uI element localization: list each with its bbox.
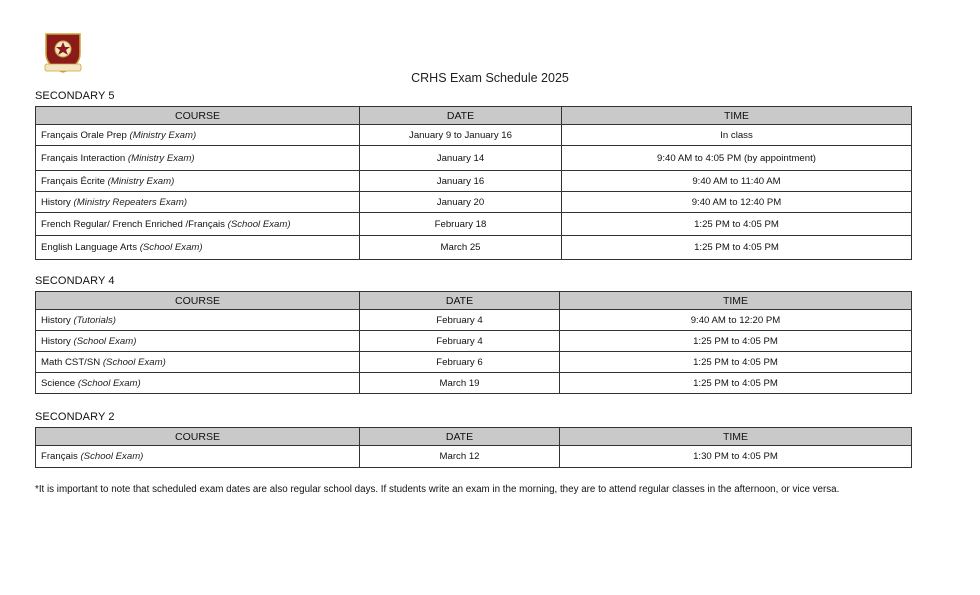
course-cell <box>36 213 360 236</box>
course-cell <box>36 125 360 146</box>
course-cell <box>36 192 360 213</box>
course-name: Français Orale Prep <box>41 129 127 141</box>
schedule-table-secondary-2 <box>35 427 912 468</box>
column-header-course: COURSE <box>36 428 360 446</box>
time-cell: In class <box>562 125 912 146</box>
table-row <box>36 446 912 468</box>
time-cell: 9:40 AM to 12:40 PM <box>562 192 912 213</box>
course-name: History <box>41 196 71 208</box>
date-cell: February 4 <box>360 331 560 352</box>
exam-type: (Ministry Exam) <box>127 152 195 164</box>
exam-type: (School Exam) <box>80 451 144 462</box>
column-header-date: DATE <box>360 107 562 125</box>
column-header-time: TIME <box>562 107 912 125</box>
time-cell: 9:40 AM to 11:40 AM <box>562 171 912 192</box>
table-row <box>36 331 912 352</box>
course-name: Science <box>41 377 76 389</box>
course-cell <box>36 331 360 352</box>
table-row <box>36 213 912 236</box>
date-cell: March 19 <box>360 373 560 394</box>
column-header-time: TIME <box>560 292 912 310</box>
table-header-row <box>36 428 912 446</box>
date-cell: January 9 to January 16 <box>360 125 562 146</box>
exam-type: (Ministry Exam) <box>129 129 197 141</box>
course-cell <box>36 352 360 373</box>
schedule-table-secondary-5 <box>35 106 912 260</box>
course-name: English Language Arts <box>41 242 138 253</box>
table-row <box>36 171 912 192</box>
date-cell: January 20 <box>360 192 562 213</box>
section-label-secondary-5: SECONDARY 5 <box>35 90 115 102</box>
time-cell: 1:25 PM to 4:05 PM <box>560 331 912 352</box>
course-name: History <box>41 314 71 326</box>
footnote: *It is important to note that scheduled exam dates are also regular school days. If students write an exam in the morning, they are to attend regular classes in the afternoon, or vice versa. <box>35 484 840 495</box>
time-cell: 1:25 PM to 4:05 PM <box>560 373 912 394</box>
course-name: Français Écrite <box>41 175 108 187</box>
course-cell <box>36 236 360 260</box>
exam-type: (Ministry Exam) <box>107 175 175 187</box>
column-header-date: DATE <box>360 292 560 310</box>
time-cell: 1:25 PM to 4:05 PM <box>560 352 912 373</box>
course-cell <box>36 171 360 192</box>
column-header-time: TIME <box>560 428 912 446</box>
exam-type: (School Exam) <box>77 377 141 389</box>
course-name: History <box>41 335 71 347</box>
section-label-secondary-2: SECONDARY 2 <box>35 411 115 423</box>
column-header-course: COURSE <box>36 107 360 125</box>
table-row <box>36 146 912 171</box>
course-cell <box>36 146 360 171</box>
time-cell: 9:40 AM to 12:20 PM <box>560 310 912 331</box>
course-cell <box>36 373 360 394</box>
table-row <box>36 373 912 394</box>
time-cell: 9:40 AM to 4:05 PM (by appointment) <box>562 146 912 171</box>
exam-type: (Ministry Repeaters Exam) <box>73 196 188 208</box>
exam-type: (School Exam) <box>139 242 203 253</box>
table-header-row <box>36 292 912 310</box>
school-crest-logo <box>40 32 86 74</box>
course-name: Français Interaction <box>41 152 126 164</box>
table-row <box>36 125 912 146</box>
date-cell: January 16 <box>360 171 562 192</box>
exam-type: (Tutorials) <box>73 314 116 326</box>
date-cell: March 12 <box>360 446 560 468</box>
exam-type: (School Exam) <box>73 335 137 347</box>
course-cell <box>36 446 360 468</box>
exam-type: (School Exam) <box>227 218 291 230</box>
document-title: CRHS Exam Schedule 2025 <box>411 71 569 85</box>
time-cell: 1:30 PM to 4:05 PM <box>560 446 912 468</box>
date-cell: February 4 <box>360 310 560 331</box>
column-header-course: COURSE <box>36 292 360 310</box>
table-header-row <box>36 107 912 125</box>
exam-type: (School Exam) <box>102 356 166 368</box>
course-name: French Regular/ French Enriched /Français <box>41 218 225 230</box>
section-label-secondary-4: SECONDARY 4 <box>35 275 115 287</box>
course-cell <box>36 310 360 331</box>
table-row <box>36 310 912 331</box>
date-cell: February 6 <box>360 352 560 373</box>
table-row <box>36 236 912 260</box>
schedule-table-secondary-4 <box>35 291 912 394</box>
table-row <box>36 192 912 213</box>
date-cell: February 18 <box>360 213 562 236</box>
column-header-date: DATE <box>360 428 560 446</box>
date-cell: January 14 <box>360 146 562 171</box>
time-cell: 1:25 PM to 4:05 PM <box>562 213 912 236</box>
course-name: Français <box>41 451 78 462</box>
date-cell: March 25 <box>360 236 562 260</box>
time-cell: 1:25 PM to 4:05 PM <box>562 236 912 260</box>
table-row <box>36 352 912 373</box>
course-name: Math CST/SN <box>41 356 101 368</box>
